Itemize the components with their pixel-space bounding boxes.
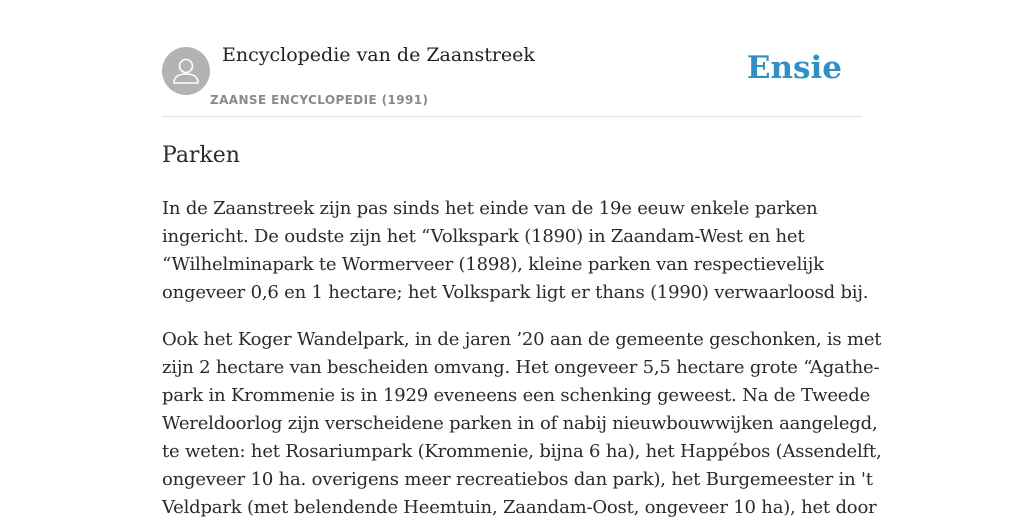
- paragraph-line: Ook het Koger Wandelpark, in de jaren ’20 aan de gemeente geschonken, is met: [162, 329, 882, 350]
- user-icon: [162, 47, 210, 95]
- page-container: [162, 0, 882, 522]
- paragraph-line: In de Zaanstreek zijn pas sinds het einde van de 19e eeuw enkele parken: [162, 198, 818, 219]
- paragraph-line: ongeveer 0,6 en 1 hectare; het Volkspark ligt er thans (1990) verwaarloosd bij.: [162, 282, 869, 303]
- article-paragraph: [162, 195, 869, 307]
- brand-logo[interactable]: Ensie: [746, 50, 842, 86]
- paragraph-line: Veldpark (met belendende Heemtuin, Zaandam-Oost, ongeveer 10 ha), het door: [162, 497, 877, 518]
- article-title: Parken: [162, 143, 240, 168]
- article-paragraph: [162, 326, 882, 522]
- source-subtitle: ZAANSE ENCYCLOPEDIE (1991): [210, 93, 429, 107]
- paragraph-line: “Wilhelminapark te Wormerveer (1898), kleine parken van respectievelijk: [162, 254, 824, 275]
- paragraph-line: zijn 2 hectare van bescheiden omvang. Het ongeveer 5,5 hectare grote “Agathe-: [162, 357, 880, 378]
- paragraph-line: ongeveer 10 ha. overigens meer recreatiebos dan park), het Burgemeester in 't: [162, 469, 873, 490]
- source-title[interactable]: Encyclopedie van de Zaanstreek: [222, 44, 535, 66]
- paragraph-line: park in Krommenie is in 1929 eveneens een schenking geweest. Na de Tweede: [162, 385, 871, 406]
- avatar[interactable]: [162, 47, 210, 95]
- source-header: [162, 0, 862, 117]
- paragraph-line: ingericht. De oudste zijn het “Volkspark (1890) in Zaandam-West en het: [162, 226, 805, 247]
- paragraph-line: Wereldoorlog zijn verscheidene parken in of nabij nieuwbouwwijken aangelegd,: [162, 413, 878, 434]
- paragraph-line: te weten: het Rosariumpark (Krommenie, bijna 6 ha), het Happébos (Assendelft,: [162, 441, 882, 462]
